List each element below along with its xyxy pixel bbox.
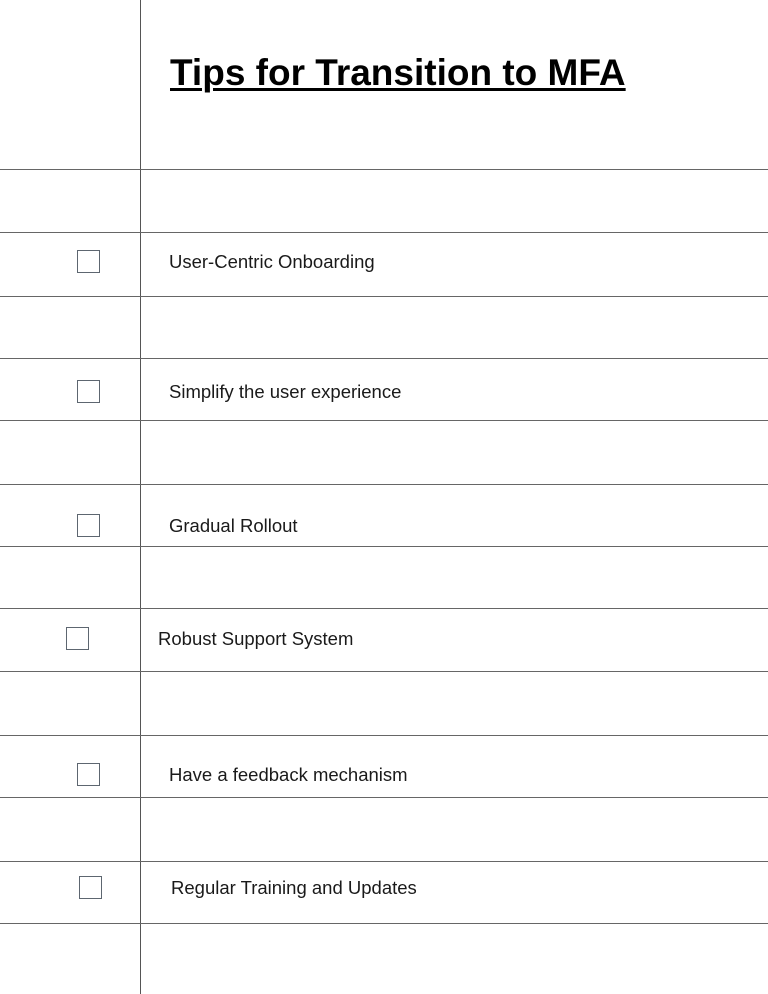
checkbox-robust-support-system[interactable] (66, 627, 89, 650)
row-divider (0, 420, 768, 421)
row-divider (0, 735, 768, 736)
row-divider (0, 296, 768, 297)
row-divider (0, 169, 768, 170)
row-divider (0, 484, 768, 485)
page-title: Tips for Transition to MFA (170, 52, 626, 93)
checklist-item-label: User-Centric Onboarding (169, 251, 375, 272)
row-divider (0, 608, 768, 609)
row-divider (0, 358, 768, 359)
row-divider (0, 671, 768, 672)
row-divider (0, 797, 768, 798)
margin-line (140, 0, 141, 994)
row-divider (0, 232, 768, 233)
checklist-item-label: Simplify the user experience (169, 381, 402, 402)
checklist-item-label: Regular Training and Updates (171, 877, 417, 898)
checklist-item-label: Gradual Rollout (169, 515, 298, 536)
checkbox-simplify-user-experience[interactable] (77, 380, 100, 403)
row-divider (0, 923, 768, 924)
checklist-item-label: Robust Support System (158, 628, 354, 649)
checkbox-user-centric-onboarding[interactable] (77, 250, 100, 273)
checkbox-gradual-rollout[interactable] (77, 514, 100, 537)
checkbox-feedback-mechanism[interactable] (77, 763, 100, 786)
row-divider (0, 546, 768, 547)
checkbox-regular-training[interactable] (79, 876, 102, 899)
row-divider (0, 861, 768, 862)
checklist-item-label: Have a feedback mechanism (169, 764, 408, 785)
